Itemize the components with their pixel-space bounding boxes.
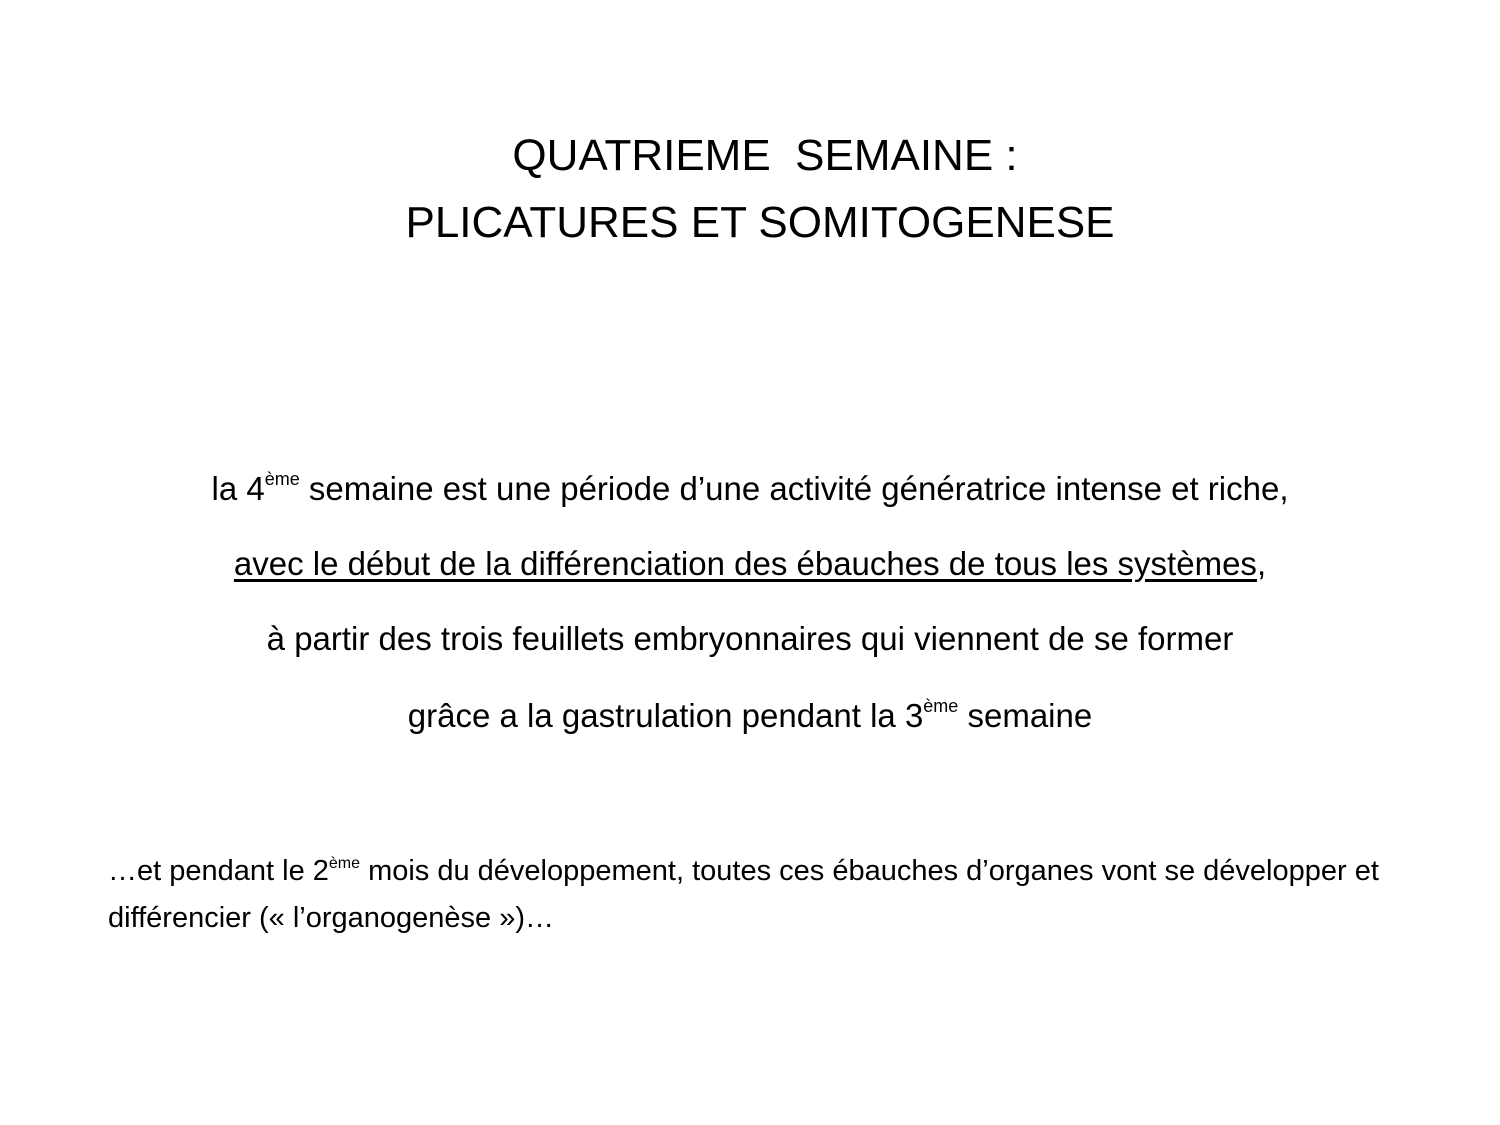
closing-paragraph: [108, 848, 1408, 942]
text: semaine est une période d’une activité génératrice intense et riche,: [299, 470, 1289, 507]
body-line-3: à partir des trois feuillets embryonnaires qui viennent de se former: [266, 620, 1234, 657]
text: semaine: [958, 697, 1093, 734]
text: grâce a la gastrulation pendant la 3: [407, 697, 924, 734]
text: ,: [1256, 545, 1267, 582]
text: mois du développement, toutes ces ébauches d’organes vont se développer et différencier (« l’organogenèse »)…: [108, 855, 1379, 934]
superscript: ème: [328, 855, 361, 872]
underlined-text: avec le début de la différenciation des ébauches de tous les systèmes: [233, 545, 1257, 582]
superscript: ème: [264, 469, 300, 489]
superscript: ème: [923, 696, 959, 716]
text: …et pendant le 2: [108, 855, 329, 887]
slide-title-line-1: QUATRIEME SEMAINE :: [512, 131, 1018, 180]
body-line-4: [0, 697, 1500, 735]
slide-title-line-2: PLICATURES ET SOMITOGENESE: [405, 198, 1115, 247]
text: la 4: [211, 470, 265, 507]
body-line-2: [0, 545, 1500, 583]
body-line-1: [0, 470, 1500, 508]
